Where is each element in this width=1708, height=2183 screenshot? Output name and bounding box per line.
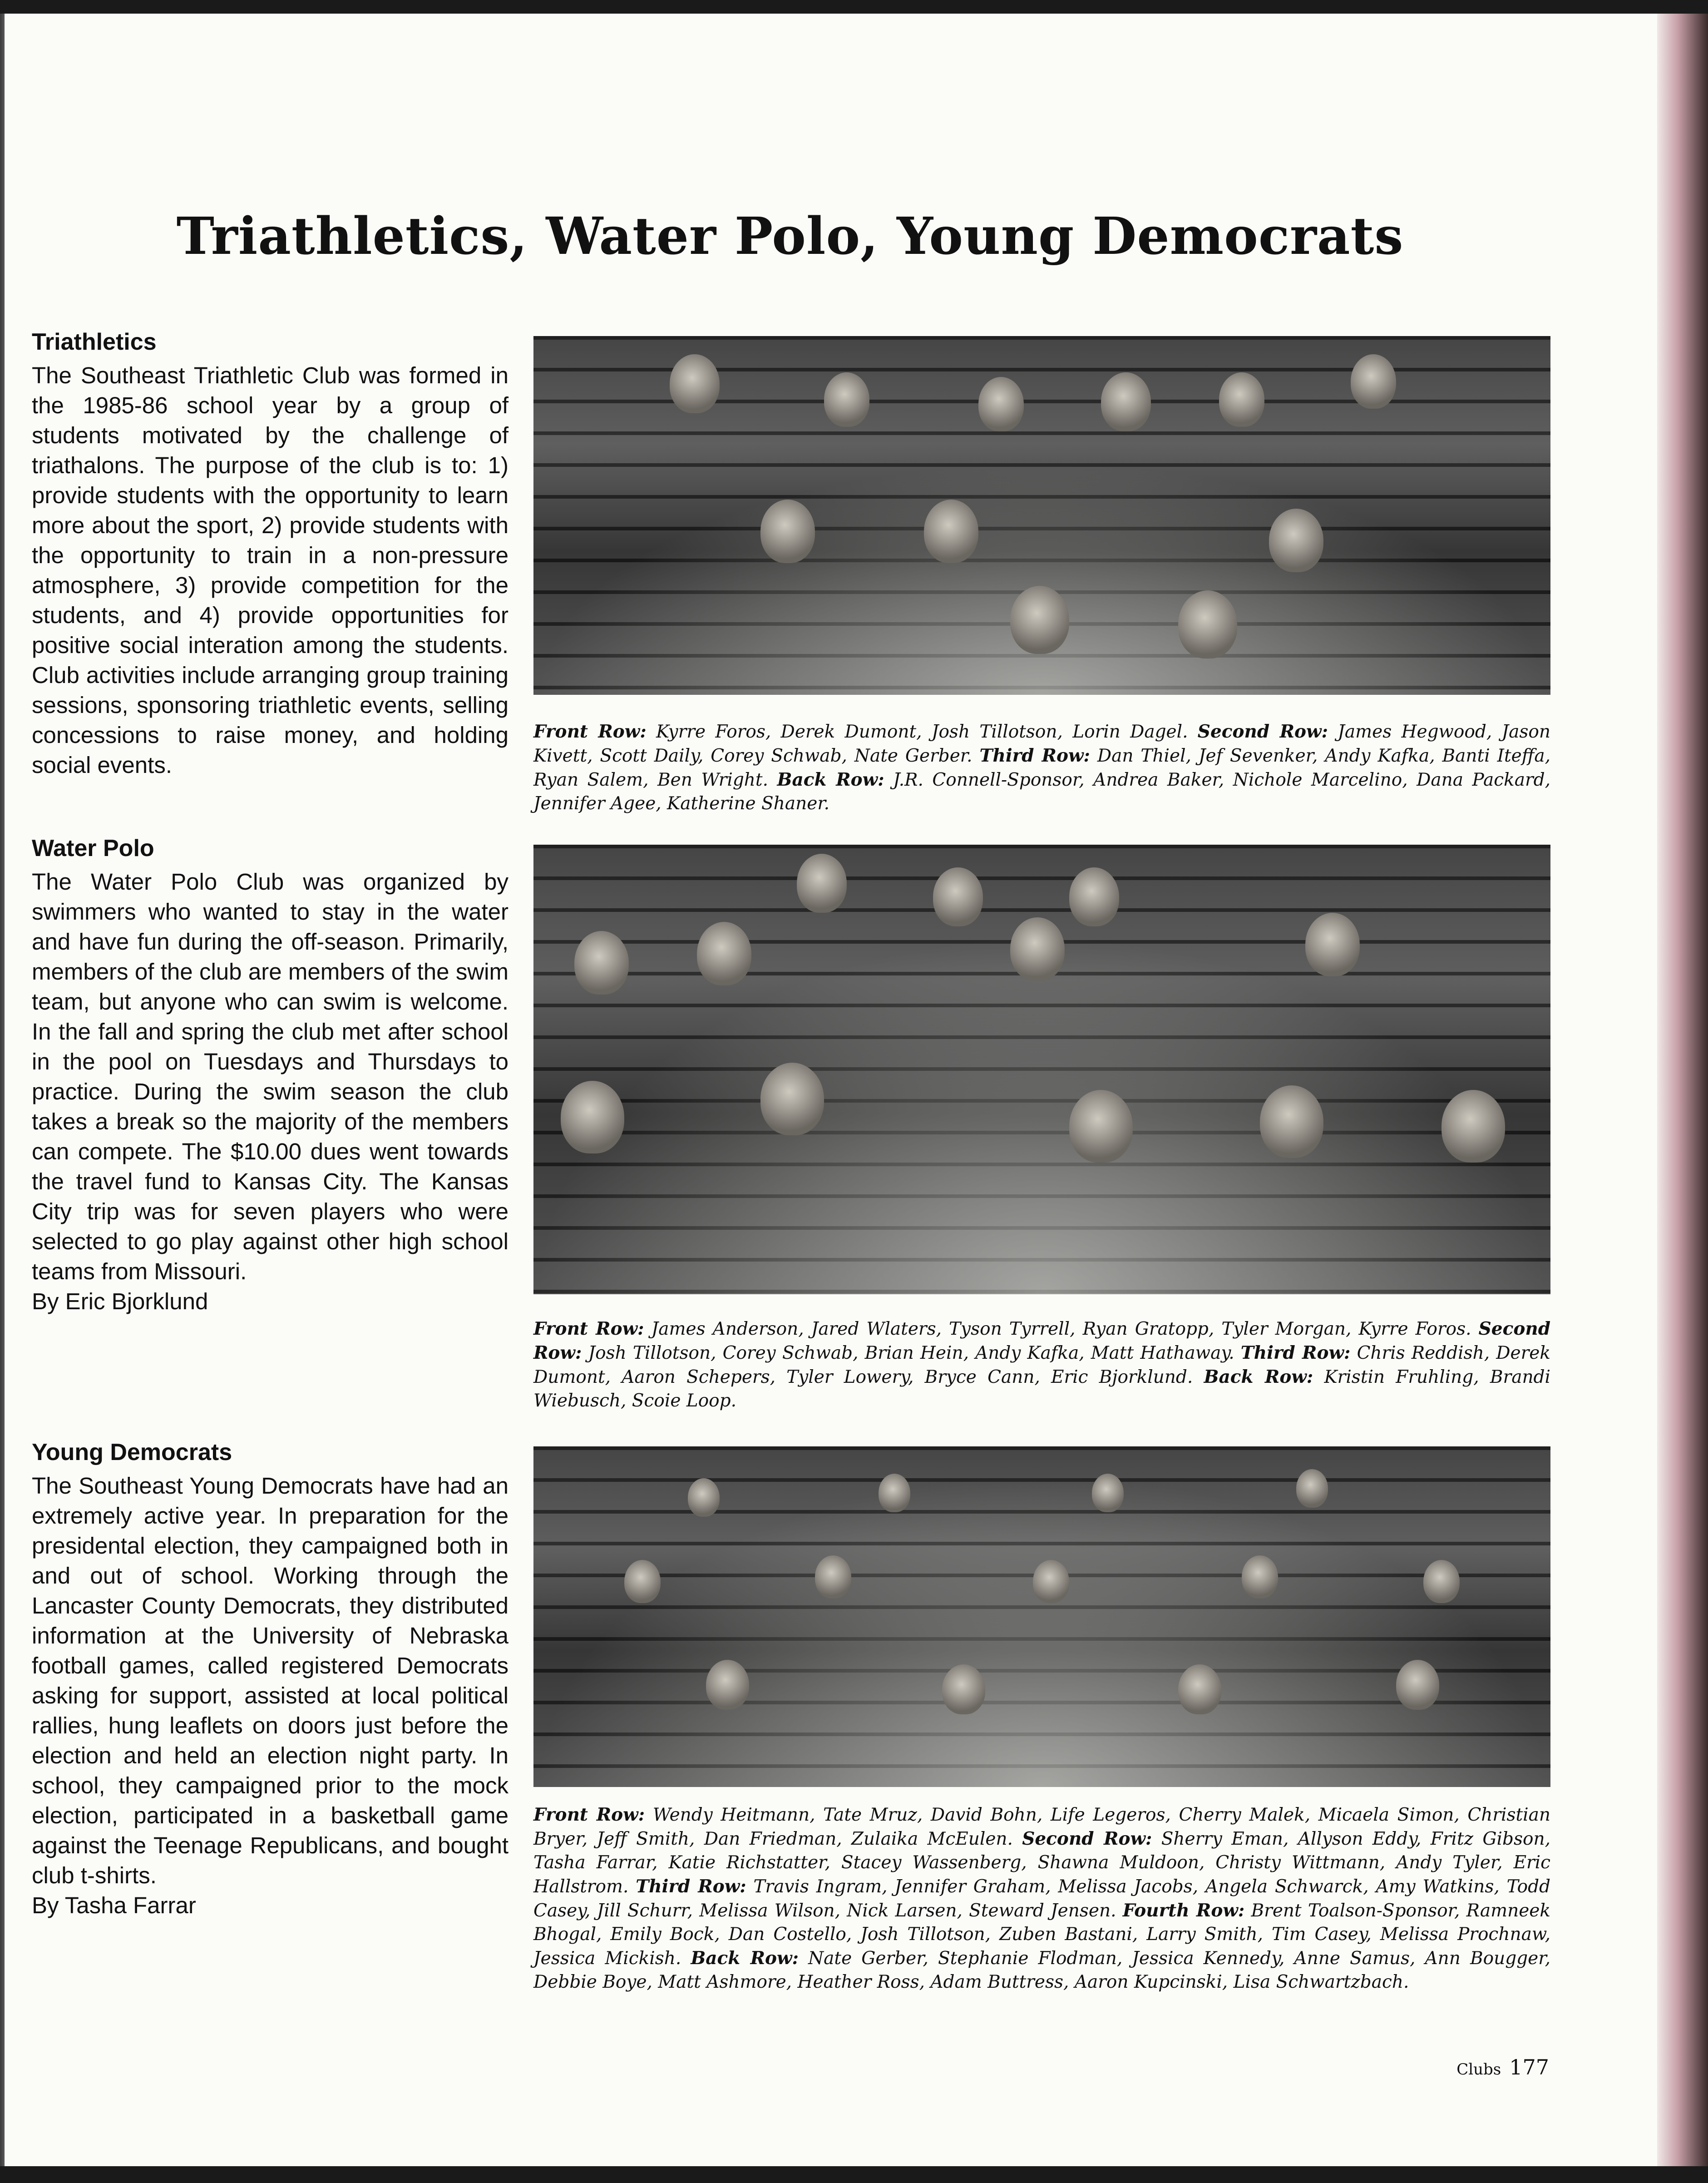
caption-row-label: Front Row:	[533, 1804, 645, 1825]
person-figure	[942, 1664, 985, 1714]
caption-row-names: J.R. Connell-Sponsor, Andrea Baker, Nichole Marcelino, Dana Packard, Jennifer Agee, Katherine Shaner.	[533, 770, 1550, 814]
caption-row-label: Front Row:	[533, 721, 647, 742]
page-footer	[1456, 2055, 1549, 2079]
person-figure	[1033, 1560, 1069, 1603]
person-figure	[1423, 1560, 1460, 1603]
young-democrats-heading: Young Democrats	[32, 1439, 232, 1465]
caption-row-label: Back Row:	[1204, 1366, 1313, 1387]
caption-row-label: Back Row:	[777, 769, 884, 790]
person-figure	[1101, 372, 1151, 431]
caption-row-label: Second Row:	[1022, 1828, 1152, 1849]
caption-row-names: Josh Tillotson, Corey Schwab, Brian Hein, Andy Kafka, Matt Hathaway.	[582, 1343, 1241, 1363]
caption-row-label: Third Row:	[979, 745, 1090, 766]
triathletics-section	[32, 327, 508, 780]
caption-row-names: Wendy Heitmann, Tate Mruz, David Bohn, Life Legeros, Cherry Malek, Micaela Simon, Christian Bryer, Jeff Smith, Dan Friedman, Zulaika McEulen.	[533, 1805, 1551, 1849]
caption-row-names: Chris Reddish, Derek Dumont, Aaron Schepers, Tyler Lowery, Bryce Cann, Eric Bjorklund.	[533, 1343, 1550, 1387]
person-figure	[1396, 1660, 1439, 1710]
person-figure	[1010, 917, 1065, 981]
person-figure	[879, 1474, 910, 1512]
person-figure	[706, 1660, 749, 1710]
young-democrats-body: The Southeast Young Democrats have had an extremely active year. In preparation for the presidental election, they campaigned both in and out of school. Working through the Lancaster County Democrats, they distributed information at the University of Nebraska football games, called registered Democrats asking for support, assisted at local political rallies, hung leaflets on doors just before the election and held an election night party. In school, they campaigned prior to the mock election, participated in a basketball game against the Teenage Republicans, and bought club t-shirts.	[32, 1473, 508, 1888]
person-figure	[760, 1063, 824, 1135]
caption-row-label: Second Row:	[1197, 721, 1328, 742]
water-polo-section	[32, 833, 508, 1317]
caption-row-label: Fourth Row:	[1122, 1900, 1245, 1921]
water-polo-byline: By Eric Bjorklund	[32, 1288, 208, 1314]
person-figure	[688, 1478, 720, 1517]
triathletics-photo	[533, 336, 1550, 695]
person-figure	[797, 854, 847, 913]
water-polo-body: The Water Polo Club was organized by swimmers who wanted to stay in the water and have fun during the off-season. Primarily, members of the club are members of the swim team, but anyone who can swim is welcome. In the fall and spring the club met after school in the pool on Tuesdays and Thursdays to practice. During the swim season the club takes a break so the majority of the members can compete. The $10.00 dues went towards the travel fund to Kansas City. The Kansas City trip was for seven players who were selected to go play against other high school teams from Missouri.	[32, 869, 508, 1284]
caption-row-names: Sherry Eman, Allyson Eddy, Fritz Gibson, Tasha Farrar, Katie Richstatter, Stacey Wassenberg, Shawna Muldoon, Christy Wittmann, Andy Tyler, Eric Hallstrom.	[533, 1829, 1550, 1897]
person-figure	[574, 931, 629, 995]
person-figure	[1069, 1090, 1133, 1163]
young-democrats-section	[32, 1437, 508, 1921]
person-figure	[670, 354, 720, 413]
caption-row-names: James Anderson, Jared Wlaters, Tyson Tyrrell, Ryan Gratopp, Tyler Morgan, Kyrre Foros.	[644, 1319, 1479, 1339]
caption-row-label: Front Row:	[533, 1318, 644, 1339]
person-figure	[933, 867, 983, 926]
triathletics-caption	[533, 720, 1550, 816]
caption-row-names: Travis Ingram, Jennifer Graham, Melissa Jacobs, Angela Schwarck, Amy Watkins, Todd Casey, Jill Schurr, Melissa Wilson, Nick Larsen, Steward Jensen.	[533, 1876, 1550, 1921]
caption-row-label: Third Row:	[636, 1876, 746, 1897]
person-figure	[760, 500, 815, 563]
person-figure	[697, 922, 751, 985]
page-number: 177	[1509, 2055, 1549, 2079]
caption-row-label: Third Row:	[1240, 1342, 1351, 1363]
person-figure	[815, 1555, 851, 1599]
person-figure	[1351, 354, 1396, 409]
person-figure	[1069, 867, 1119, 926]
person-figure	[924, 500, 978, 563]
triathletics-heading: Triathletics	[32, 329, 157, 355]
water-polo-photo	[533, 845, 1550, 1294]
person-figure	[1178, 590, 1237, 658]
group-figures	[533, 1474, 1550, 1787]
young-democrats-photo	[533, 1446, 1550, 1787]
group-figures	[533, 462, 1550, 695]
triathletics-body: The Southeast Triathletic Club was formed in the 1985-86 school year by a group of students motivated by the challenge of triathalons. The purpose of the club is to: 1) provide students with the opportunity to learn more about the sport, 2) provide students with the opportunity to train in a non-pressure atmosphere, 3) provide competition for the students, and 4) provide opportunities for positive social interation among the students. Club activities include arranging group training sessions, sponsoring triathletic events, selling concessions to raise money, and holding social events.	[32, 362, 508, 778]
person-figure	[1219, 372, 1264, 427]
person-figure	[1092, 1474, 1124, 1512]
caption-row-label: Second Row:	[533, 1318, 1550, 1363]
page-edge	[1657, 14, 1708, 2166]
person-figure	[561, 1081, 624, 1153]
person-figure	[1296, 1469, 1328, 1508]
water-polo-caption	[533, 1317, 1550, 1413]
water-polo-heading: Water Polo	[32, 835, 154, 861]
caption-row-names: Kyrre Foros, Derek Dumont, Josh Tillotson, Lorin Dagel.	[646, 722, 1198, 742]
person-figure	[1441, 1090, 1505, 1163]
caption-row-names: James Hegwood, Jason Kivett, Scott Daily, Corey Schwab, Nate Gerber.	[533, 722, 1550, 766]
caption-row-names: Brent Toalson-Sponsor, Ramneek Bhogal, Emily Bock, Dan Costello, Josh Tillotson, Zuben Bastani, Larry Smith, Tim Casey, Melissa Prochnaw, Jessica Mickish.	[533, 1901, 1551, 1969]
footer-section-label: Clubs	[1456, 2060, 1501, 2079]
person-figure	[978, 377, 1024, 431]
caption-row-label: Back Row:	[691, 1948, 799, 1969]
person-figure	[1010, 586, 1069, 654]
page-title: Triathletics, Water Polo, Young Democrats	[176, 207, 1404, 267]
group-figures	[533, 935, 1550, 1294]
caption-row-names: Kristin Fruhling, Brandi Wiebusch, Scoie Loop.	[533, 1367, 1550, 1411]
person-figure	[1269, 509, 1323, 572]
person-figure	[1242, 1555, 1278, 1599]
person-figure	[624, 1560, 661, 1603]
caption-row-names: Nate Gerber, Stephanie Flodman, Jessica Kennedy, Anne Samus, Ann Bougger, Debbie Boye, Matt Ashmore, Heather Ross, Adam Buttress, Aaron Kupcinski, Lisa Schwartzbach.	[533, 1948, 1550, 1992]
person-figure	[1260, 1085, 1323, 1158]
person-figure	[1178, 1664, 1221, 1714]
person-figure	[824, 372, 869, 427]
caption-row-names: Dan Thiel, Jef Sevenker, Andy Kafka, Banti Iteffa, Ryan Salem, Ben Wright.	[533, 746, 1551, 790]
young-democrats-byline: By Tasha Farrar	[32, 1892, 196, 1918]
young-democrats-caption	[533, 1803, 1550, 1994]
person-figure	[1305, 913, 1360, 976]
